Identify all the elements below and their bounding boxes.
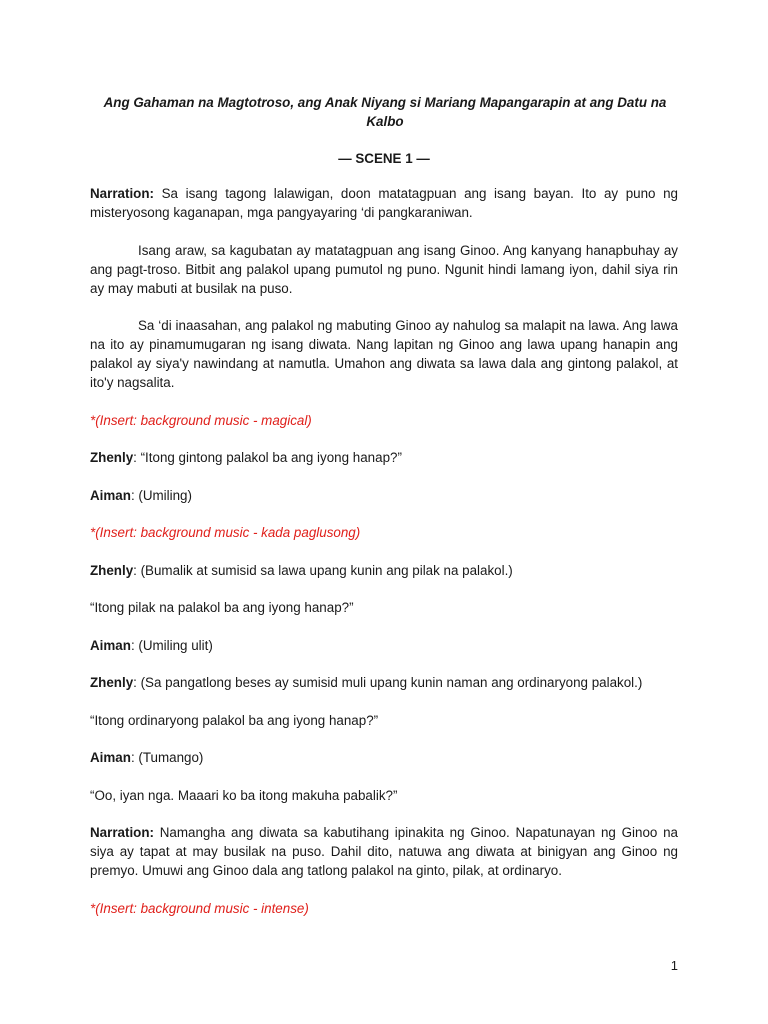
music-cue: *(Insert: background music - intense) <box>90 900 309 916</box>
speaker-label: Aiman <box>90 750 131 765</box>
dialogue-text: : (Tumango) <box>130 750 204 765</box>
document-title: Ang Gahaman na Magtotroso, ang Anak Niyang si Mariang Mapangarapin at ang Datu na Kalbo <box>103 95 667 129</box>
speaker-label: Aiman <box>90 487 131 503</box>
dialogue-line <box>90 561 678 580</box>
speaker-label: Narration: <box>90 825 154 840</box>
speaker-label: Aiman <box>90 637 131 653</box>
narration-paragraph: Isang araw, sa kagubatan ay matatagpuan ang isang Ginoo. Ang kanyang hanapbuhay ay ang pagt-troso. Bitbit ang palakol upang pumutol ng puno. Ngunit hindi lamang iyon, dahil siya rin ay may mabuti at busilak na puso. <box>90 242 678 296</box>
speaker-label: Zhenly <box>90 675 134 690</box>
dialogue-line: “Oo, iyan nga. Maaari ko ba itong makuha pabalik?” <box>90 787 398 803</box>
dialogue-line <box>90 673 678 692</box>
dialogue-text: : (Sa pangatlong beses ay sumisid muli upang kunin naman ang ordinaryong palakol.) <box>133 675 643 690</box>
dialogue-text: : “Itong gintong palakol ba ang iyong hanap?” <box>133 450 402 465</box>
dialogue-text: : (Bumalik at sumisid sa lawa upang kunin ang pilak na palakol.) <box>133 562 513 578</box>
narration-paragraph <box>90 823 678 880</box>
scene-heading: — SCENE 1 — <box>338 151 430 166</box>
paragraph-text: Sa isang tagong lalawigan, doon matatagpuan ang isang bayan. Ito ay puno ng misteryosong kaganapan, mga pangyayaring ‘di pangkaraniwan. <box>90 186 678 220</box>
dialogue-line: “Itong ordinaryong palakol ba ang iyong hanap?” <box>90 712 379 728</box>
narration-paragraph: Sa ‘di inaasahan, ang palakol ng mabuting Ginoo ay nahulog sa malapit na lawa. Ang lawa na ito ay pinamumugaran ng isang diwata. Nang lapitan ng Ginoo ang lawa upang hanapin ang palakol ay siya'y nawindang at namutla. Umahon ang diwata sa lawa dala ang gintong palakol, at ito'y nagsalita. <box>90 318 678 390</box>
page-number: 1 <box>670 958 678 973</box>
music-cue: *(Insert: background music - kada paglusong) <box>90 525 361 540</box>
speaker-label: Zhenly <box>90 562 134 578</box>
speaker-label: Narration: <box>90 186 154 201</box>
dialogue-text: : (Umiling) <box>130 487 192 503</box>
dialogue-line <box>90 486 678 505</box>
dialogue-line: “Itong pilak na palakol ba ang iyong hanap?” <box>90 600 354 615</box>
script-body <box>90 184 678 936</box>
dialogue-line <box>90 748 678 767</box>
speaker-label: Zhenly <box>90 450 134 465</box>
dialogue-line <box>90 636 678 655</box>
dialogue-text: : (Umiling ulit) <box>130 637 213 653</box>
music-cue: *(Insert: background music - magical) <box>90 412 312 428</box>
dialogue-line <box>90 448 678 467</box>
narration-paragraph <box>90 184 678 222</box>
paragraph-text: Namangha ang diwata sa kabutihang ipinakita ng Ginoo. Napatunayan ng Ginoo na siya ay tapat at may busilak na puso. Dahil dito, natuwa ang diwata at binigyan ang Ginoo ng premyo. Umuwi ang Ginoo dala ang tatlong palakol na ginto, pilak, at ordinaryo. <box>90 825 678 878</box>
